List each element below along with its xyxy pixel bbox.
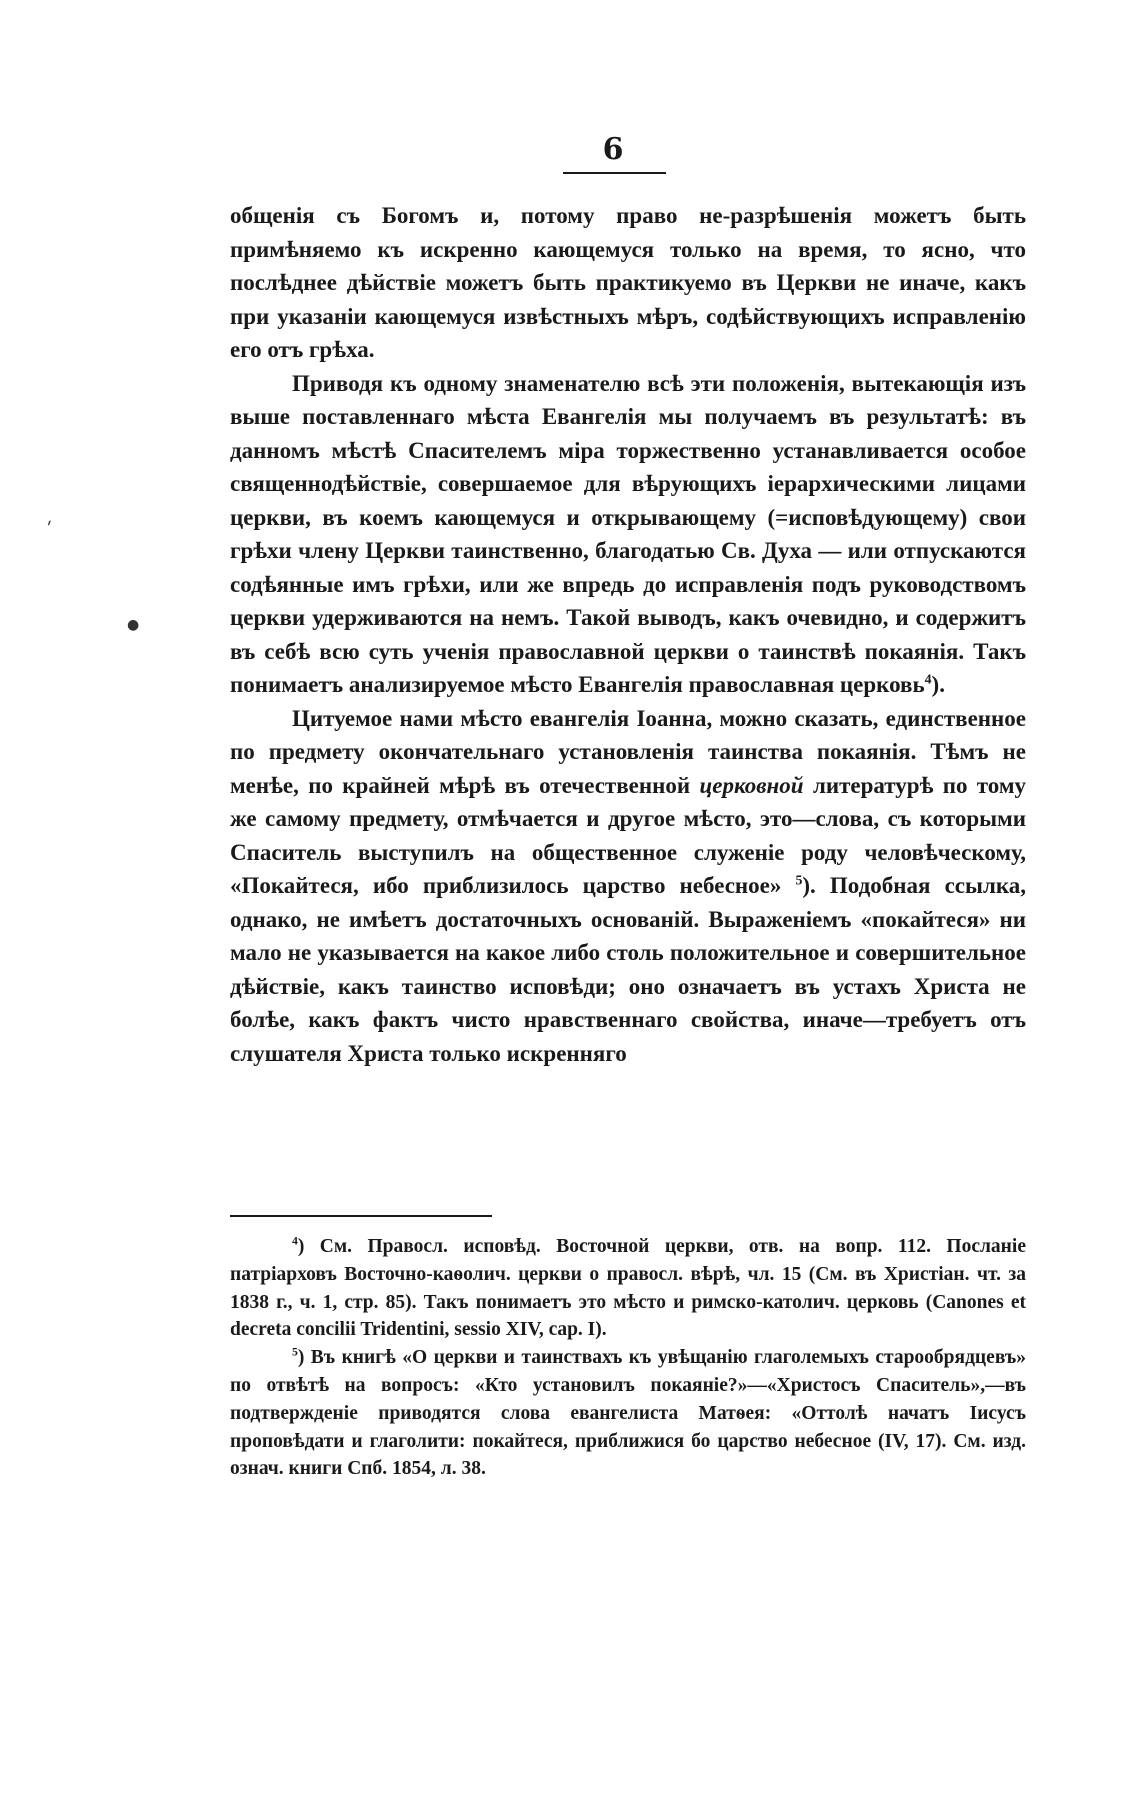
footnote-4 — [230, 1233, 1026, 1344]
footnote-5 — [230, 1344, 1026, 1483]
footnote-5-text: ) Въ книгѣ «О церкви и таинствахъ къ увѣщанію глаголемыхъ старообрядцевъ» по отвѣтѣ на вопросъ: «Кто установилъ покаяніе?»—«Христосъ Спаситель»,—въ подтвержденіе приводятся слова евангелиста Матѳея: «Оттолѣ начатъ Іисусъ проповѣдати и глаголити: покайтеся, приближися бо царство небесное (IV, 17). См. изд. означ. книги Спб. 1854, л. 38. — [230, 1347, 1026, 1480]
paragraph-2-end: ). — [931, 672, 945, 697]
paragraph-2 — [230, 367, 1026, 702]
footnotes — [230, 1233, 1026, 1483]
footnote-4-text: ) См. Правосл. исповѣд. Восточной церкви, отв. на вопр. 112. Посланіе патріарховъ Восточно-каѳолич. церкви о правосл. вѣрѣ, чл. 15 (См. въ Христіан. чт. за 1838 г., ч. 1, стр. 85). Такъ понимаетъ это мѣсто и римско-католич. церковь (Canones et decreta concilii Tridentini, sessio XIV, cap. I). — [230, 1236, 1026, 1341]
paragraph-3-paren: ). — [802, 873, 816, 898]
footnote-ref-5[interactable]: 5 — [795, 872, 803, 888]
paragraph-2-text: Приводя къ одному знаменателю всѣ эти положенія, вытекающія изъ выше поставленнаго мѣста Евангелія мы получаемъ въ результатѣ: въ данномъ мѣстѣ Спасителемъ міра торжественно устанавливается особое священнодѣйствіе, совершаемое для вѣрующихъ іерархическими лицами церкви, въ коемъ кающемуся и открывающему (=исповѣдующему) свои грѣхи члену Церкви таинственно, благодатью Св. Духа — или отпускаются содѣянные имъ грѣхи, или же впредь до исправленія подъ руководствомъ церкви удерживаются на немъ. Такой выводъ, какъ очевидно, и содержитъ въ себѣ всю суть ученія православной церкви о таинствѣ покаянія. Такъ понимаетъ анализируемое мѣсто Евангелія православная церковь — [230, 370, 1026, 697]
paragraph-3 — [230, 702, 1026, 1071]
paragraph-3-text-a: Цитуемое нами мѣсто евангелія Іоанна, можно сказать, единственное по предмету окончательнаго установленія таинства покаянія. Тѣмъ не менѣе, по крайней мѣрѣ въ отечественной — [230, 705, 1026, 798]
italic-word: церковной — [699, 772, 804, 798]
page-number-rule — [563, 172, 666, 174]
footnote-separator — [230, 1215, 492, 1217]
paragraph-3-text-c: Подобная ссылка, однако, не имѣетъ достаточныхъ основаній. Выраженіемъ «покайтеся» ни мало не указывается на какое либо столь положительное и совершительное дѣйствіе, какъ таинство исповѣди; оно означаетъ въ устахъ Христа не болѣе, какъ фактъ чисто нравственнаго свойства, иначе—требуетъ отъ слушателя Христа только искренняго — [230, 873, 1027, 1066]
footnote-4-mark: 4 — [292, 1234, 298, 1248]
footnote-ref-4[interactable]: 4 — [924, 671, 932, 687]
paragraph-1: общенія съ Богомъ и, потому право не-разрѣшенія можетъ быть примѣняемо къ искренно кающемуся только на время, то ясно, что послѣднее дѣйствіе можетъ быть практикуемо въ Церкви не иначе, какъ при указаніи кающемуся извѣстныхъ мѣръ, содѣйствующихъ исправленію его отъ грѣха. — [230, 203, 1026, 362]
margin-pencil-mark: ˏ — [36, 501, 54, 527]
main-text — [230, 199, 1026, 1070]
margin-dot-mark: ● — [127, 617, 140, 633]
page-number: 6 — [602, 132, 624, 167]
paragraph-3-text-b: литературѣ по тому же самому предмету, отмѣчается и другое мѣсто, это—слова, съ которыми Спаситель выступилъ на общественное служеніе роду человѣческому, «Покайтеся, ибо приблизилось царство небесное» — [230, 772, 1027, 898]
footnote-5-mark: 5 — [292, 1345, 298, 1359]
